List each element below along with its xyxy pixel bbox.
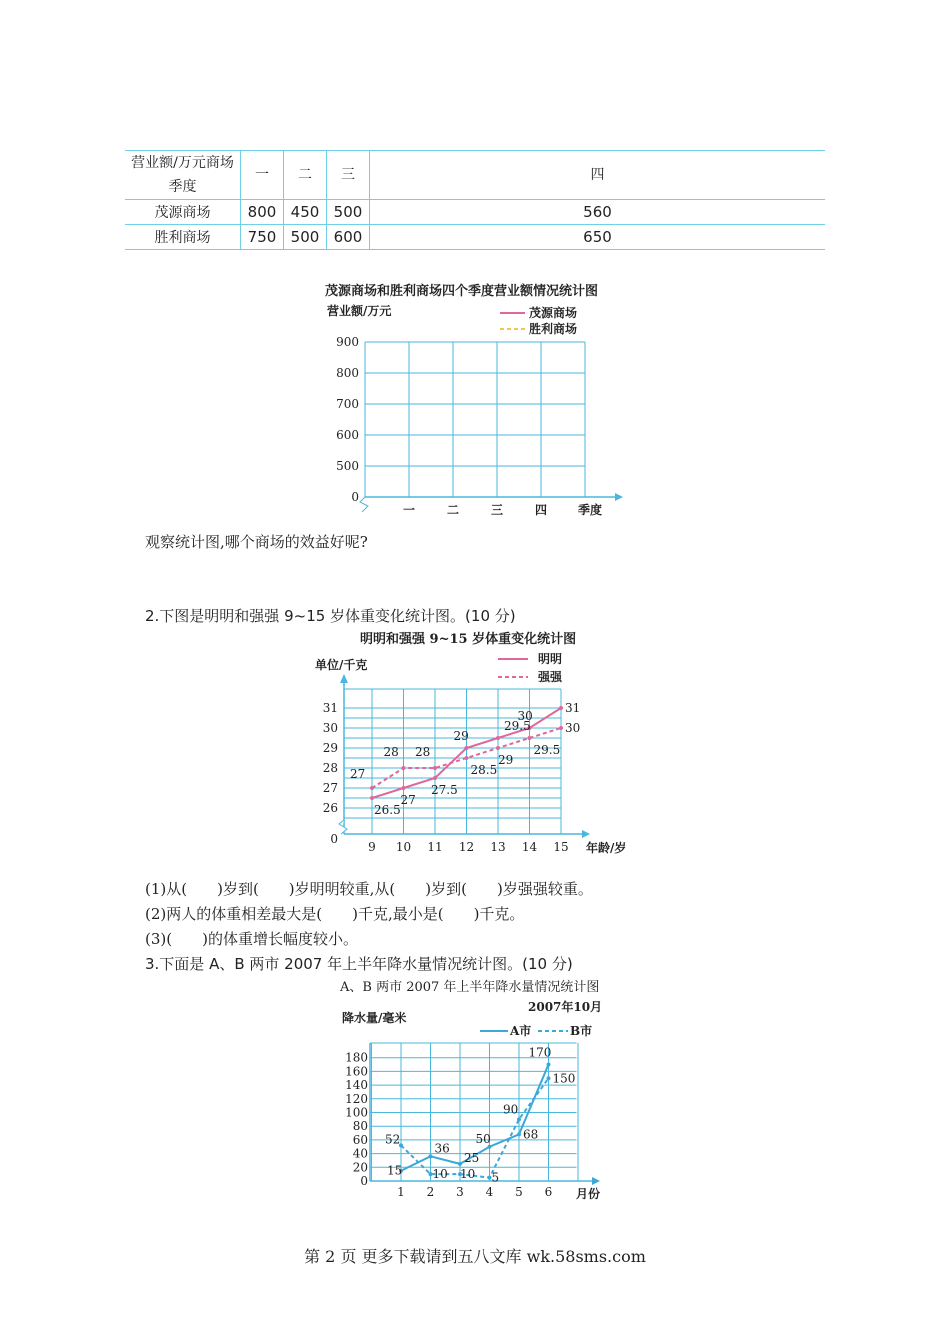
question2-sub3: (3)( )的体重增长幅度较小。 [145,930,358,948]
data-label: 10 [460,1167,476,1182]
data-point [528,736,532,740]
x-tick-label: 4 [485,1185,494,1199]
table-cell: 500 [284,225,327,250]
chart-xlabel: 季度 [578,503,603,517]
x-tick-labels [403,503,547,517]
data-point [517,1132,521,1136]
question2-sub1: (1)从( )岁到( )岁明明较重,从( )岁到( )岁强强较重。 [145,880,593,898]
rainfall-chart [330,975,620,1205]
data-point [433,776,437,780]
data-label: 68 [523,1127,539,1142]
sales-chart [315,278,645,523]
data-point [517,1117,521,1121]
data-label: 29 [498,753,514,767]
data-point [559,726,563,730]
data-label: 52 [385,1132,401,1147]
y-tick-label: 0 [360,1174,368,1188]
question2-sub2: (2)两人的体重相差最大是( )千克,最小是( )千克。 [145,905,525,923]
table-cell: 560 [370,200,826,225]
data-label: 29 [453,729,469,743]
y-tick-label: 20 [352,1160,368,1175]
x-tick-label: 12 [458,840,475,854]
chart-title: 茂源商场和胜利商场四个季度营业额情况统计图 [325,284,599,299]
data-label: 27 [350,767,366,781]
data-label: 150 [552,1071,576,1086]
table-header-label: 营业额/万元商场季度 [125,151,241,200]
data-point [370,786,374,790]
chart-grid [360,342,615,512]
y-tick-label: 27 [322,781,338,795]
x-axis-arrow [582,830,590,838]
x-tick-label: 3 [456,1185,464,1199]
data-label: 50 [475,1131,491,1146]
table-cell: 800 [241,200,284,225]
chart-xlabel: 月份 [576,1187,601,1201]
data-label: 30 [517,709,533,723]
y-tick-labels [336,335,359,504]
table-cell: 450 [284,200,327,225]
table-cell: 650 [370,225,826,250]
y-tick-label: 140 [345,1078,368,1093]
legend-label: A市 [510,1024,532,1038]
x-axis-arrow [615,493,623,501]
legend-label: 明明 [538,652,563,666]
y-tick-labels [345,1051,368,1188]
question1-prompt: 观察统计图,哪个商场的效益好呢? [145,533,368,551]
x-tick-label: 二 [446,503,460,517]
data-label: 29.5 [504,719,531,733]
chart-title: 明明和强强 9~15 岁体重变化统计图 [360,632,577,647]
data-label: 28 [415,745,431,759]
y-tick-label: 28 [322,761,338,775]
table-header-q4: 四 [370,151,826,200]
data-label: 29.5 [533,743,561,757]
x-tick-label: 6 [544,1185,553,1199]
x-tick-label: 2 [426,1185,435,1199]
y-tick-label: 800 [336,366,359,380]
y-axis-arrow [340,674,348,683]
y-tick-label: 60 [352,1132,368,1147]
data-point [458,1162,462,1166]
data-label: 5 [491,1170,500,1185]
table-row [125,225,825,250]
data-label: 170 [528,1045,552,1060]
x-tick-label: 15 [553,840,569,854]
data-point [429,1154,433,1158]
data-point [465,746,469,750]
data-point [433,766,437,770]
data-point [547,1076,551,1080]
table-header-q2: 二 [284,151,327,200]
data-point [559,706,563,710]
y-tick-label: 26 [322,801,338,815]
table-cell: 茂源商场 [125,200,241,225]
chart-grid [370,1043,595,1181]
x-tick-label: 四 [534,503,548,517]
data-point [496,746,500,750]
data-label: 10 [432,1167,448,1182]
x-tick-label: 13 [490,840,506,854]
y-tick-label: 100 [345,1105,368,1120]
sales-table [125,150,825,250]
y-tick-label: 600 [336,428,359,442]
data-label: 28 [383,745,399,759]
legend-label: B市 [570,1024,593,1038]
chart-title: A、B 两市 2007 年上半年降水量情况统计图 [340,980,600,995]
x-tick-label: 三 [490,503,504,517]
data-point [496,736,500,740]
y-tick-label: 80 [352,1119,368,1134]
data-label: 30 [565,721,581,735]
y-tick-label: 0 [351,490,359,504]
y-tick-label: 180 [345,1050,368,1065]
data-label: 27 [400,793,416,807]
y-tick-label: 900 [336,335,359,349]
legend-label: 茂源商场 [529,306,578,320]
table-header-q3: 三 [327,151,370,200]
chart-subtitle: 2007年10月 [528,1000,603,1014]
y-tick-label: 120 [345,1091,368,1106]
axis-break-mark [360,497,368,512]
table-header-q1: 一 [241,151,284,200]
data-point [402,766,406,770]
table-cell: 600 [327,225,370,250]
data-label: 31 [565,701,581,715]
data-point [370,796,374,800]
question3-title: 3.下面是 A、B 两市 2007 年上半年降水量情况统计图。(10 分) [145,955,573,973]
table-cell: 500 [327,200,370,225]
y-tick-label: 29 [322,741,338,755]
data-label: 27.5 [431,783,458,797]
data-label: 25 [464,1150,480,1165]
x-axis-arrow [592,1177,600,1185]
y-tick-label: 500 [336,459,359,473]
legend-label: 胜利商场 [529,322,578,336]
chart-ylabel: 营业额/万元 [327,304,392,318]
data-label: 15 [387,1163,403,1178]
x-tick-label: 10 [395,840,412,854]
x-tick-label: 11 [427,840,443,854]
chart-xlabel: 年龄/岁 [586,841,627,855]
axis-break-mark [339,820,347,834]
x-tick-labels [368,840,568,854]
table-row [125,200,825,225]
x-tick-label: 9 [368,840,376,854]
y-tick-label: 31 [322,701,338,715]
question2-title: 2.下图是明明和强强 9~15 岁体重变化统计图。(10 分) [145,607,516,625]
data-point [465,756,469,760]
data-label: 90 [503,1102,519,1117]
y-tick-label: 0 [330,832,338,846]
y-tick-label: 160 [345,1064,368,1079]
x-tick-label: 1 [397,1185,405,1199]
data-point [547,1063,551,1067]
legend-label: 强强 [538,670,563,684]
y-tick-labels [323,701,338,846]
y-tick-label: 30 [322,721,338,735]
weight-chart [300,627,645,862]
x-tick-label: 一 [402,503,416,517]
y-tick-label: 40 [352,1146,368,1161]
table-cell: 750 [241,225,284,250]
x-tick-label: 14 [521,840,538,854]
data-label: 36 [434,1141,450,1156]
data-label: 26.5 [374,803,401,817]
x-tick-label: 5 [515,1185,523,1199]
y-tick-label: 700 [336,397,359,411]
chart-ylabel: 降水量/毫米 [342,1011,407,1025]
chart-ylabel: 单位/千克 [315,658,368,672]
table-cell: 胜利商场 [125,225,241,250]
data-point [402,786,406,790]
data-label: 28.5 [470,763,498,777]
x-tick-labels [397,1185,552,1199]
page-footer: 第 2 页 更多下载请到五八文库 wk.58sms.com [304,1247,646,1266]
